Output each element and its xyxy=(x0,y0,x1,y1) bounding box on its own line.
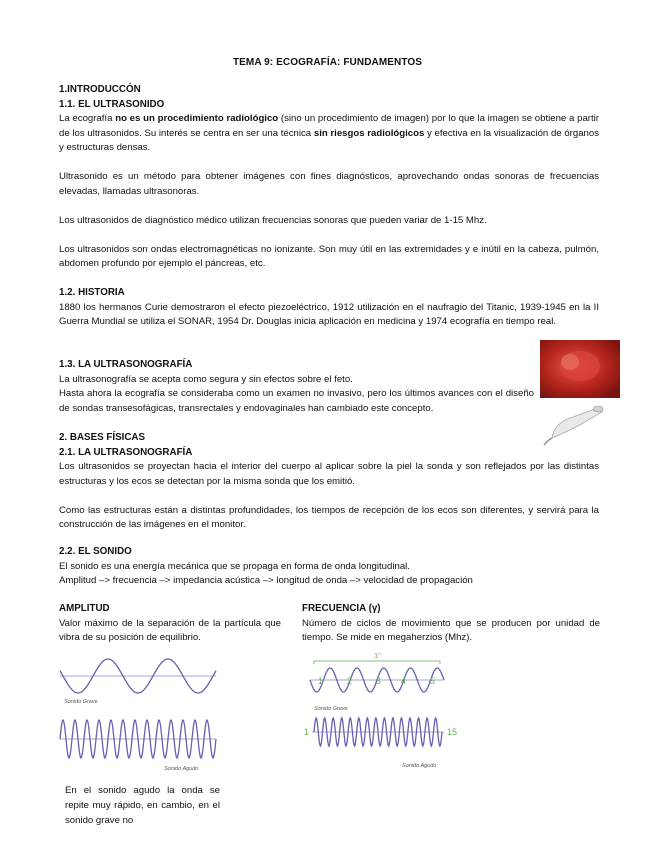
paragraph-energia: El sonido es una energía mecánica que se propaga en forma de onda longitudinal. xyxy=(59,560,410,572)
bold-text: no es un procedimiento radiológico xyxy=(115,113,279,124)
heading-el-sonido: 2.2. EL SONIDO xyxy=(59,546,132,557)
paragraph-frecuencias: Los ultrasonidos de diagnóstico médico utilizan frecuencias sonoras que pueden variar de 1-15 Mhz. xyxy=(59,214,487,226)
heading-introduccion: 1.INTRODUCCÓN xyxy=(59,84,141,95)
amplitud-column xyxy=(59,602,281,646)
paragraph-historia: 1880 los hermanos Curie demostraron el efecto piezoeléctrico, 1912 utilización en el naufragio del Titanic, 1939-1945 en la II Guerra Mundial se utiliza el SONAR, 1954 Dr. Douglas inicia aplicación en medicina y 1974 ecografía en tiempo real. xyxy=(59,301,599,327)
text: (sino un procedimiento de imagen) por lo que la imagen se obtiene a partir de los ultrasonidos. Su interés se centra en ser una técnica xyxy=(59,113,599,139)
note-agudo-grave: En el sonido agudo la onda se repite muy rápido, en cambio, en el sonido grave no xyxy=(65,785,220,826)
text: y efectiva en la visualización de órganos y estructuras densas. xyxy=(59,127,600,153)
paragraph-ecografia xyxy=(59,112,599,156)
paragraph-profundidades: Como las estructuras están a distintas profundidades, los tiempos de recepción de los ecos son diferentes, y servirá para la construcción de las imágenes en el monitor. xyxy=(59,504,599,530)
cycle-4: 4 xyxy=(401,676,407,686)
heading-la-ultrasonografia: 2.1. LA ULTRASONOGRAFÍA xyxy=(59,446,193,458)
paragraph-frecuencia: Número de ciclos de movimiento que se producen por unidad de tiempo. Se mide en megaherzios (Mhz). xyxy=(302,617,600,643)
heading-amplitud: AMPLITUD xyxy=(59,603,110,614)
page-title: TEMA 9: ECOGRAFÍA: FUNDAMENTOS xyxy=(232,57,423,68)
frecuencia-wave-figure xyxy=(304,648,464,772)
paragraph-propiedades: Amplitud –> frecuencia –> impedancia acústica –> longitud de onda –> velocidad de propagación xyxy=(59,575,473,586)
paragraph-amplitud: Valor máximo de la separación de la partícula que vibra de su posición de equilibrio. xyxy=(59,617,281,643)
text: La ecografía xyxy=(59,113,116,124)
heading-historia: 1.2. HISTORIA xyxy=(59,287,125,298)
paragraph-ultrasonido-metodo: Ultrasonido es un método para obtener imágenes con fines diagnósticos, aprovechando ondas sonoras de frecuencias elevadas, llamadas ultrasonoras. xyxy=(59,171,599,197)
label-one-second: 1" xyxy=(374,651,381,660)
freq-label-sonido-grave: Sonido Grave xyxy=(314,706,348,712)
agudo-end-count: 15 xyxy=(447,727,458,737)
cycle-3: 3 xyxy=(376,676,382,686)
label-sonido-grave: Sonido Grave xyxy=(64,699,98,705)
heading-bases-fisicas: 2. BASES FÍSICAS xyxy=(59,432,146,443)
heading-ultrasonografia: 1.3. LA ULTRASONOGRAFÍA xyxy=(59,359,193,370)
agudo-start-count: 1 xyxy=(304,727,310,737)
frecuencia-column xyxy=(302,602,600,646)
section-ultrasonografia xyxy=(59,358,534,416)
second-bracket xyxy=(314,661,440,664)
section-bases-fisicas xyxy=(59,431,599,533)
cycle-1: 1 xyxy=(318,676,324,686)
paragraph-segura: La ultrasonografía se acepta como segura y sin efectos sobre el feto. xyxy=(59,373,353,385)
bold-text: sin riesgos radiológicos xyxy=(313,127,425,139)
amplitud-wave-figure xyxy=(58,652,220,772)
paragraph-proyeccion: Los ultrasonidos se proyectan hacia el interior del cuerpo al aplicar sobre la piel la sonda y son reflejados por las distintas estructuras y los ecos se detectan por la misma sonda que los emitió. xyxy=(59,461,599,487)
cycle-5: 5 xyxy=(430,676,436,686)
heading-frecuencia: FRECUENCIA (γ) xyxy=(302,603,381,614)
paragraph-ondas: Los ultrasonidos son ondas electromagnéticas no ionizante. Son muy útil en las extremidades y e inútil en la cabeza, pulmón, abdomen profundo por ejemplo el páncreas, etc. xyxy=(59,243,599,269)
heading-ultrasonido: 1.1. EL ULTRASONIDO xyxy=(59,98,165,110)
freq-label-sonido-agudo: Sonido Agudo xyxy=(402,763,437,769)
agudo-wave xyxy=(60,720,216,758)
section-introduccion xyxy=(59,83,599,272)
section-el-sonido xyxy=(59,545,599,589)
section-historia xyxy=(59,286,599,330)
cycle-2: 2 xyxy=(347,676,353,686)
label-sonido-agudo: Sonido Agudo xyxy=(164,766,199,772)
paragraph-no-invasivo: Hasta ahora la ecografía se consideraba como un examen no invasivo, pero los últimos avances con el diseño de sondas transesofágicas, transrectales y endovaginales han cambiado este concepto. xyxy=(59,388,534,414)
